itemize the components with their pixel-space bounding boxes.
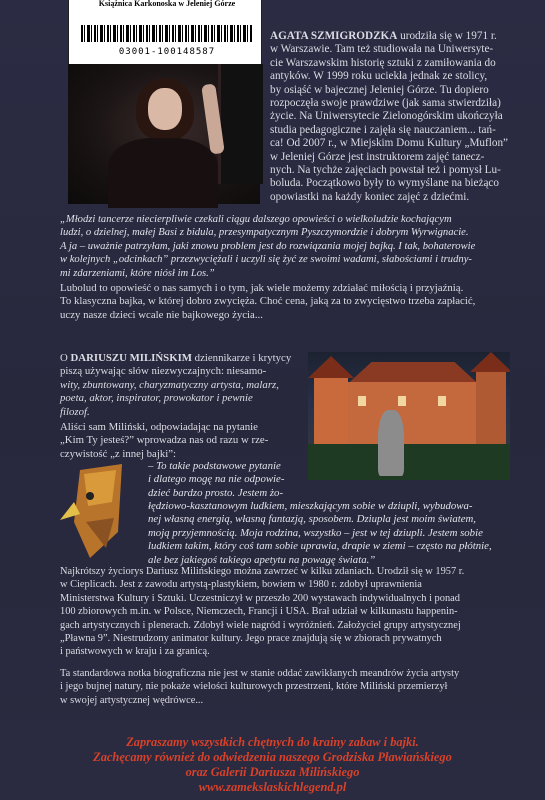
quote-line: ludzi, o dzielnej, małej Basi z bidula, przesympatycznym Pyszczymordzie i dobrym Wyrwignacie. bbox=[60, 227, 469, 239]
dariusz-note bbox=[60, 667, 530, 707]
castle-tower-roof bbox=[470, 352, 510, 372]
note-line: i jego bujnej natury, nie pokaże wielości kulturowych przestrzeni, które Miliński przemierzył bbox=[60, 681, 448, 693]
agata-line: ca! Od 2007 r., w Miejskim Domu Kultury „Muflon” bbox=[270, 137, 509, 150]
agata-line: w Warszawie. Tam też studiowała na Uniwersyte- bbox=[270, 43, 494, 56]
dariusz-quote-long bbox=[148, 500, 530, 567]
bio-line: Ministerstwa Kultury i Sztuki. Uczestniczył w przeszło 200 wystawach indywidualnych i ponad bbox=[60, 592, 460, 604]
dquote-line: łędziowo-kasztanowym ludkiem, mieszkającym sobie w dziupli, wybudowa- bbox=[148, 500, 473, 512]
castle-photo bbox=[308, 352, 510, 480]
agata-line: boluda. Początkowo były to wymyślane na bieżąco bbox=[270, 177, 499, 190]
closing-line: Zachęcamy również do odwiedzenia naszego Grodziska Pławiańskiego bbox=[93, 750, 452, 764]
castle-tower-roof bbox=[308, 356, 354, 378]
note-line: w swojej artystycznej wędrówce... bbox=[60, 694, 204, 706]
ask-line: czywistość „z innej bajki”: bbox=[60, 447, 177, 460]
bird-head-highlight bbox=[84, 470, 116, 506]
dariusz-ask bbox=[60, 421, 304, 461]
agata-line: studia pedagogiczne i zajęła się nauczaniem... tań- bbox=[270, 123, 496, 136]
agata-line: urodziła się w 1971 r. bbox=[397, 30, 497, 42]
library-name: Książnica Karkonoska w Jeleniej Górze bbox=[98, 0, 236, 8]
bio-line: gach artystycznych i plenerach. Zdobył wiele nagród i wyróżnień. Założyciel grupy artystycznej bbox=[60, 619, 461, 631]
bio-line: „Pławna 9”. Niestrudzony animator kultury. Jego prace znajdują się w zbiorach prywatnych bbox=[60, 633, 442, 645]
bird-eye bbox=[86, 492, 94, 500]
note-line: Ta standardowa notka biograficzna nie jest w stanie oddać zawikłanych meandrów życia artysty bbox=[60, 668, 460, 679]
website-link[interactable]: www.zamekslaskichlegend.pl bbox=[198, 780, 347, 794]
bio-line: 100 zbiorowych m.in. w Polsce, Niemczech, Francji i USA. Brał udział w kilkunastu happenin- bbox=[60, 606, 458, 618]
bio-line: Najkrótszy życiorys Dariusz Milińskiego można zawrzeć w kilku zdaniach. Urodził się w 1957 r. bbox=[60, 566, 465, 577]
dariusz-biography bbox=[60, 565, 530, 659]
closing-line: oraz Galerii Dariusza Milińskiego bbox=[185, 765, 360, 779]
photo-face bbox=[148, 88, 182, 130]
quote-line: mi zdarzeniami, które niósł im Los.” bbox=[60, 267, 215, 279]
ask-line: „Kim Ty jesteś?” wprowadza nas od razu w rze- bbox=[60, 434, 269, 447]
bird-head-illustration bbox=[60, 462, 134, 562]
castle-window bbox=[438, 396, 446, 406]
agata-name: AGATA SZMIGRODZKA bbox=[270, 30, 398, 42]
bio-line: w Cieplicach. Jest z zawodu artystą-plastykiem, bowiem w 1980 r. zdobył uprawnienia bbox=[60, 579, 422, 591]
agata-bio bbox=[270, 30, 532, 204]
agata-line: w Jeleniej Górze jest instruktorem zajęć tanecz- bbox=[270, 150, 485, 163]
photo-body bbox=[108, 138, 218, 208]
dquote-line: ludkiem takim, który coś tam sobie uprawia, drapie w ziemi – często na płótnie, bbox=[148, 540, 492, 553]
lubolud-line: To klasyczna bajka, w której dobro zwycięża. Choć cena, jaką za to zwycięstwo trzeba zapłacić, bbox=[60, 295, 476, 308]
intro-line: filozof. bbox=[60, 405, 90, 418]
dquote-line: dzieć bardzo prosto. Jestem żo- bbox=[148, 486, 284, 499]
intro-line: wity, zbuntowany, charyzmatyczny artysta, malarz, bbox=[60, 378, 279, 391]
author-photo-agata bbox=[68, 64, 260, 204]
barcode-number: 03001-100148587 bbox=[118, 47, 216, 57]
quote-line: „Młodzi tancerze niecierpliwie czekali ciągu dalszego opowieści o wielkoludzie kochającym bbox=[60, 214, 452, 225]
barcode bbox=[81, 25, 253, 42]
intro-line: dziennikarze i krytycy bbox=[191, 352, 292, 364]
lubolud-line: Lubolud to opowieść o nas samych i o tym, jak wiele możemy zdziałać miłością i przyjaźnią. bbox=[60, 282, 464, 294]
intro-prefix: O bbox=[60, 352, 71, 364]
dariusz-quote-short bbox=[148, 460, 308, 500]
quote-line: A ja – uważnie patrzyłam, jaki znowu problem jest do rozwiązania mojej bajkq. I tak, bohaterowie bbox=[60, 240, 476, 252]
castle-window bbox=[398, 396, 406, 406]
castle-statue bbox=[378, 410, 404, 476]
intro-line: piszą używając słów niezwyczajnych: niesamo- bbox=[60, 365, 267, 378]
dquote-line: i dlatego mogę na nie odpowie- bbox=[148, 473, 285, 486]
agata-line: nych. Na tychże zajęciach powstał też i pomysł Lu- bbox=[270, 164, 501, 177]
castle-window bbox=[358, 396, 366, 406]
agata-line: rozpoczęła swoje prawdziwe (jak sama stwierdziła) bbox=[270, 97, 501, 110]
agata-line: życie. Na Uniwersytecie Zielonogórskim ukończyła bbox=[270, 110, 503, 123]
castle-wall bbox=[338, 382, 488, 452]
dquote-line: nej własną energią, własną fantazją, sposobem. Dziupla jest moim światem, bbox=[148, 513, 477, 526]
lubolud-paragraph bbox=[60, 282, 530, 322]
photo-window bbox=[218, 64, 263, 184]
quote-agata bbox=[60, 213, 530, 280]
lubolud-line: uczy nasze dzieci wcale nie bajkowego życia... bbox=[60, 308, 263, 321]
intro-line: poeta, aktor, inspirator, prowokator i pewnie bbox=[60, 392, 253, 405]
dquote-line: moją przyjemnością. Moja rodzina, wszystko – jest w tej dziupli. Jestem sobie bbox=[148, 526, 483, 539]
castle-trees bbox=[308, 444, 510, 480]
library-stamp bbox=[68, 0, 262, 66]
closing-line: Zapraszamy wszystkich chętnych do krainy zabaw i bajki. bbox=[126, 735, 419, 749]
agata-line: opowiastki na każdy koniec zajęć z dziećmi. bbox=[270, 190, 470, 203]
agata-line: antyków. W 1999 roku uciekła jednak ze stolicy, bbox=[270, 70, 488, 83]
dquote-line: – To takie podstawowe pytanie bbox=[148, 460, 281, 472]
dariusz-intro bbox=[60, 352, 304, 419]
quote-line: w kolejnych „odcinkach” przezwyciężali i uczyli się żyć ze swoimi wadami, słabościami i trudny- bbox=[60, 254, 472, 266]
agata-line: cie Warszawskim historię sztuki z zamiłowania do bbox=[270, 56, 496, 69]
agata-line: by osiąść w bajecznej Jeleniej Górze. Tu dopiero bbox=[270, 83, 489, 96]
dquote-line: ale bez jakiegoś takiego apetytu na powagę świata.” bbox=[148, 553, 376, 566]
bio-line: i państwowych w kraju i za granicą. bbox=[60, 646, 210, 658]
dariusz-name: DARIUSZU MILIŃSKIM bbox=[70, 352, 192, 364]
ask-line: Aliści sam Miliński, odpowiadając na pytanie bbox=[60, 421, 258, 433]
